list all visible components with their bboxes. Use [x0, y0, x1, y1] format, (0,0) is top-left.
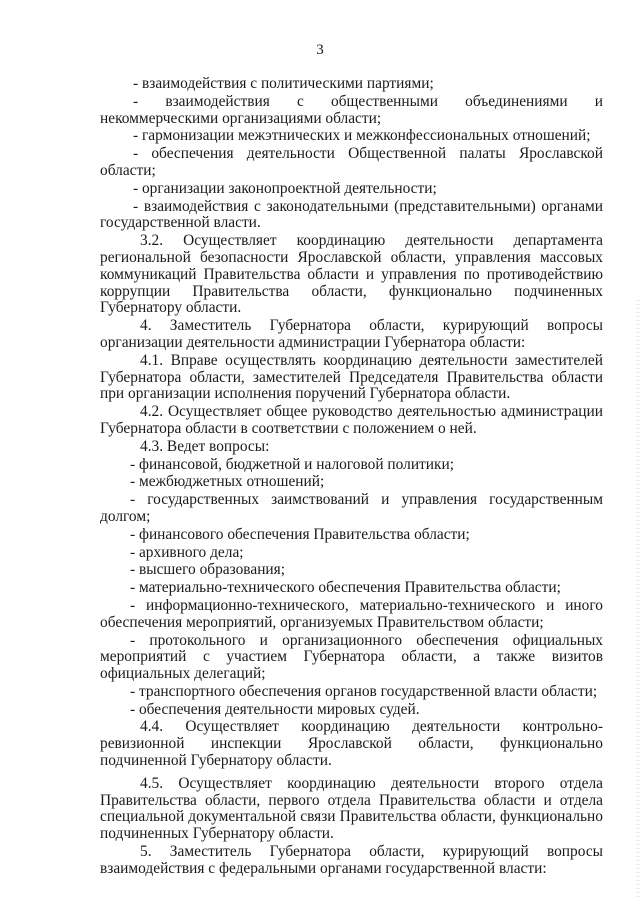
paragraph: - гармонизации межэтнических и межконфессиональных отношений;: [133, 127, 591, 145]
paragraph: - высшего образования;: [130, 561, 286, 579]
paragraph: - материально-технического обеспечения Правительства области;: [130, 579, 561, 597]
paragraph: 4.4. Осуществляет координацию деятельности контрольно-ревизионной инспекции Ярославской области, функционально подчиненной Губернатору области.: [100, 718, 603, 770]
page-number: 3: [316, 42, 324, 58]
paragraph: 4.5. Осуществляет координацию деятельности второго отдела Правительства области, первого отдела Правительства области и отдела специальной документальной связи Правительства области, функционально подчиненных Губернатору области.: [100, 774, 603, 843]
paragraph: 4.3. Ведет вопросы:: [140, 437, 270, 455]
paragraph: - финансовой, бюджетной и налоговой политики;: [130, 455, 455, 473]
paragraph: - обеспечения деятельности Общественной палаты Ярославской области;: [100, 145, 603, 179]
paragraph: - организации законопроектной деятельности;: [133, 179, 437, 197]
paragraph: 5. Заместитель Губернатора области, курирующий вопросы взаимодействия с федеральными органами государственной власти:: [100, 843, 603, 877]
paragraph: 4.2. Осуществляет общее руководство деятельностью администрации Губернатора области в соответствии с положением о ней.: [100, 403, 603, 437]
document-body: [100, 76, 603, 879]
paragraph: - взаимодействия с общественными объединениями и некоммерческими организациями области;: [100, 92, 603, 127]
scan-edge-artifact: [636, 300, 640, 900]
paragraph: - финансового обеспечения Правительства области;: [130, 525, 470, 543]
paragraph: 4. Заместитель Губернатора области, курирующий вопросы организации деятельности администрации Губернатора области:: [100, 317, 603, 351]
paragraph: - межбюджетных отношений;: [130, 473, 325, 491]
paragraph: - протокольного и организационного обеспечения официальных мероприятий с участием Губернатора области, а также визитов официальных делегаций;: [100, 631, 603, 683]
paragraph: 4.1. Вправе осуществлять координацию деятельности заместителей Губернатора области, заместителей Председателя Правительства области при организации исполнения поручений Губернатора области.: [100, 351, 603, 403]
paragraph: - обеспечения деятельности мировых судей.: [130, 700, 420, 718]
paragraph: 3.2. Осуществляет координацию деятельности департамента региональной безопасности Ярославской области, управления массовых коммуникаций Правительства области и управления по противодействию коррупции Правительства области, функционально подчиненных Губернатору области.: [100, 232, 603, 317]
paragraph: - взаимодействия с политическими партиями;: [133, 75, 434, 92]
paragraph: - архивного дела;: [130, 543, 244, 561]
paragraph: - взаимодействия с законодательными (представительными) органами государственной власти.: [100, 197, 603, 232]
paragraph: - государственных заимствований и управления государственным долгом;: [100, 491, 603, 525]
paragraph: - информационно-технического, материально-технического и иного обеспечения мероприятий, организуемых Правительством области;: [100, 596, 603, 631]
paragraph: - транспортного обеспечения органов государственной власти области;: [130, 682, 598, 700]
